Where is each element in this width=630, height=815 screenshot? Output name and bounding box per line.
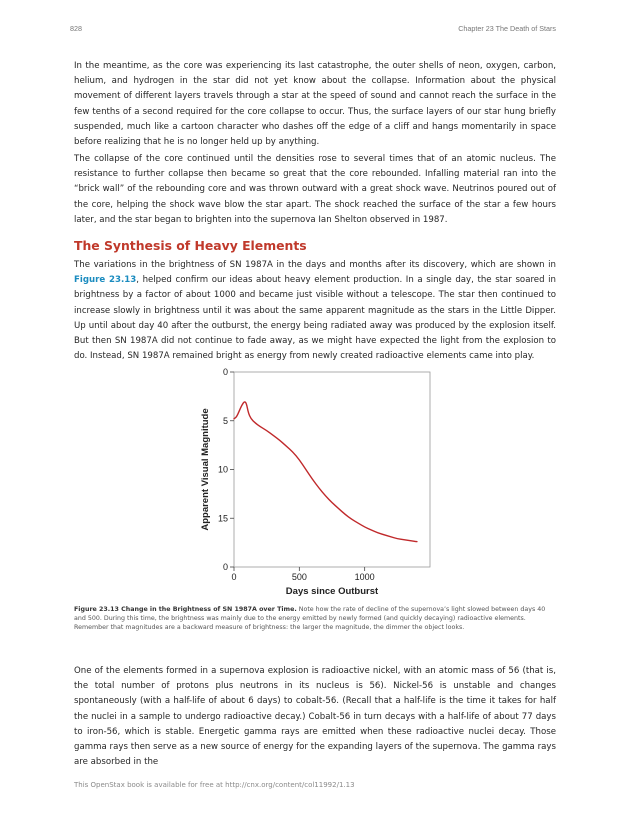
paragraph-text-start: The variations in the brightness of SN 1987A in the days and months after its discovery, which are shown in [74,260,556,270]
series-line-sn1987a [234,402,417,542]
y-tick-label: 10 [217,464,228,475]
x-tick-label: 1000 [354,572,375,582]
y-tick-label: 0 [222,562,228,572]
paragraph-radioactive-nickel: One of the elements formed in a supernova explosion is radioactive nickel, with an atomic mass of 56 (that is, the total number of protons plus neutrons in its nucleus is 56). Nickel-56 is unstable and changes spontaneously (with a half-life of about 6 days) to cobalt-56. (Recall that a half-life is the time it takes for half the nuclei in a sample to undergo radioactive decay.) Cobalt-56 in turn decays with a half-life of about 77 days to iron-56, which is stable. Energetic gamma rays are emitted when these radioactive nuclei decay. Those gamma rays then serve as a new source of energy for the expanding layers of the supernova. The gamma rays are absorbed in the [74,666,556,768]
plot-frame [234,372,430,567]
chapter-title: Chapter 23 The Death of Stars [458,24,556,33]
paragraph-rebound: The collapse of the core continued until the densities rose to several times that of an atomic nucleus. The resistance to further collapse then became so great that the core rebounded. Infalling material ran into the “brick wall” of the rebounding core and was thrown outward with a great shock wave. Neutrinos poured out of the core, helping the shock wave blow the star apart. The shock reached the surface of the star a few hours later, and the star began to brighten into the supernova Ian Shelton observed in 1987. [74,154,556,225]
y-axis-label: Apparent Visual Magnitude [200,408,211,531]
page-number: 828 [70,24,82,33]
footer [74,781,355,789]
footer-text: This OpenStax book is available for free at [74,781,226,789]
x-tick-label: 0 [231,572,237,582]
x-tick-label: 500 [291,572,307,582]
x-axis-label: Days since Outburst [285,586,379,597]
paragraph-core-collapse: In the meantime, as the core was experiencing its last catastrophe, the outer shells of neon, oxygen, carbon, helium, and hydrogen in the star did not yet know about the collapse. Information about the physical movement of different layers travels through a star at the speed of sound and cannot reach the surface in the few tenths of a second required for the core collapse to occur. Thus, the surface layers of our star hung briefly suspended, much like a cartoon character who dashes off the edge of a cliff and hangs momentarily in space before realizing that he is no longer held up by anything. [74,61,556,148]
section-heading: The Synthesis of Heavy Elements [74,238,307,253]
caption-text: Note how the rate of decline of the supernova’s light slowed between days 40 and 500. During this time, the brightness was mainly due to the energy emitted by newly formed (and quickly decaying) radioactive elements. Remember that magnitudes are a backward measure of brightness: the larger the magnitude, the dimmer the object looks. [74,606,546,631]
paragraph-text-end: , helped confirm our ideas about heavy element production. In a single day, the star soared in brightness by a factor of about 1000 and became just visible without a telescope. The star then continued to increase slowly in brightness until it was about the same apparent magnitude as the stars in the Little Dipper. Up until about day 40 after the outburst, the energy being radiated away was produced by the explosion itself. But then SN 1987A did not continue to fade away, as we might have expected the light from the explosion to do. Instead, SN 1987A remained bright as energy from newly created radioactive elements came into play. [74,275,556,362]
y-tick-label: 15 [217,513,228,524]
paragraph-brightness [74,258,556,364]
figure-caption [74,606,556,633]
footer-link[interactable]: http://cnx.org/content/col11992/1.13 [225,781,355,789]
light-curve-chart [196,364,436,604]
caption-title: Figure 23.13 Change in the Brightness of SN 1987A over Time. [74,606,297,613]
y-tick-label: 5 [222,415,228,426]
y-tick-label: 0 [222,367,228,377]
figure-link[interactable]: Figure 23.13 [74,275,137,286]
